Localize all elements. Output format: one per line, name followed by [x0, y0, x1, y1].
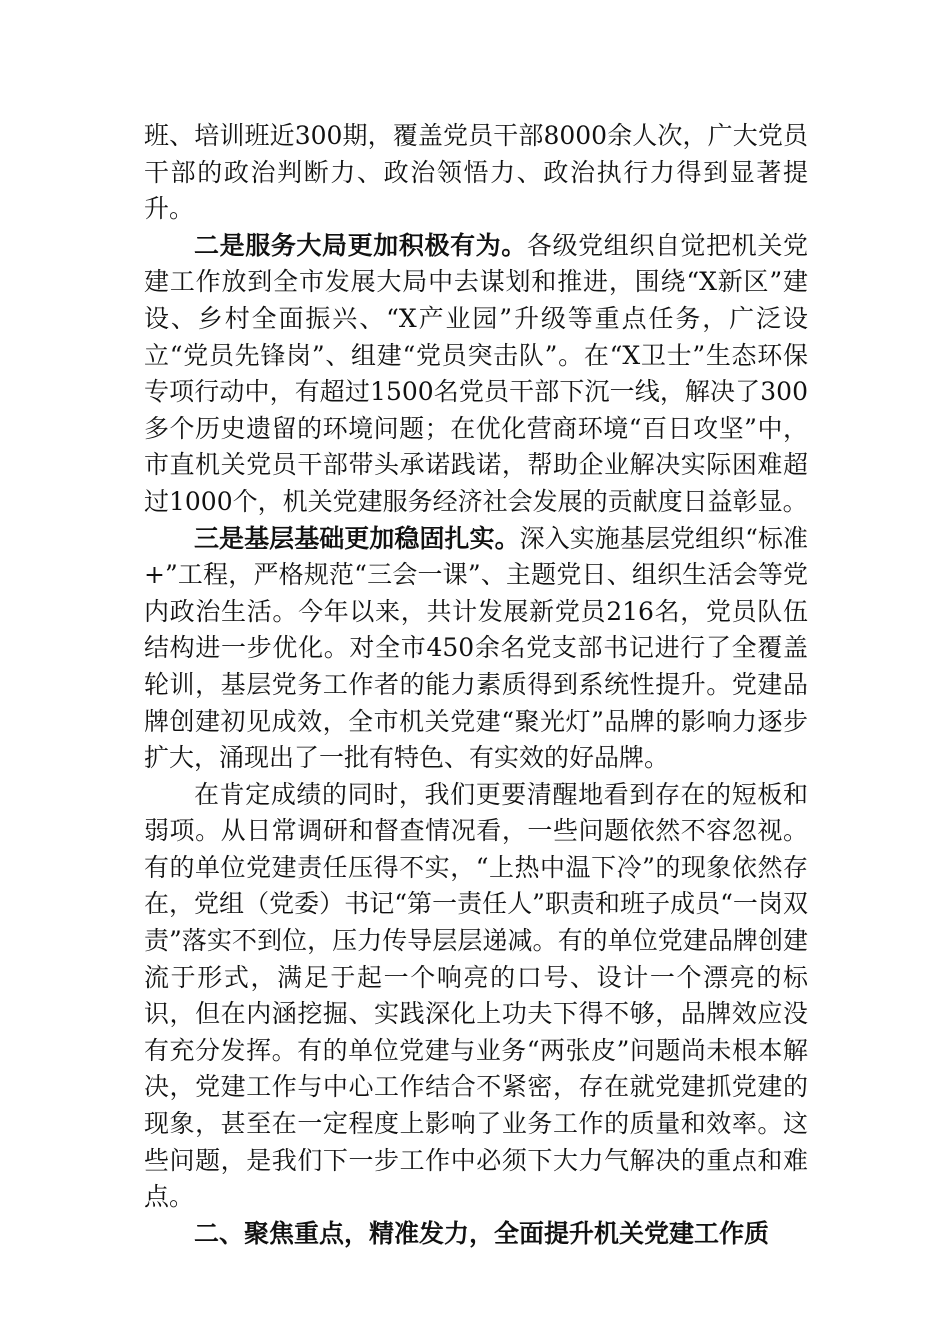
- paragraph-text: 深入实施基层党组织“标准+”工程，严格规范“三会一课”、主题党日、组织生活会等党内政治生活。今年以来，共计发展新党员216名，党员队伍结构进一步优化。对全市450余名党支部书记进行了全覆盖轮训，基层党务工作者的能力素质得到系统性提升。党建品牌创建初见成效，全市机关党建“聚光灯”品牌的影响力逐步扩大，涌现出了一批有特色、有实效的好品牌。: [144, 523, 808, 773]
- document-page: [144, 118, 808, 1252]
- paragraph-text: 在肯定成绩的同时，我们更要清醒地看到存在的短板和弱项。从日常调研和督查情况看，一些问题依然不容忽视。有的单位党建责任压得不实，“上热中温下冷”的现象依然存在，党组（党委）书记“第一责任人”职责和班子成员“一岗双责”落实不到位，压力传导层层递减。有的单位党建品牌创建流于形式，满足于起一个响亮的口号、设计一个漂亮的标识，但在内涵挖掘、实践深化上功夫下得不够，品牌效应没有充分发挥。有的单位党建与业务“两张皮”问题尚未根本解决，党建工作与中心工作结合不紧密，存在就党建抓党建的现象，甚至在一定程度上影响了业务工作的质量和效率。这些问题，是我们下一步工作中必须下大力气解决的重点和难点。: [144, 779, 808, 1212]
- paragraph-training-summary: [144, 118, 808, 228]
- paragraph-shortcomings: [144, 777, 808, 1216]
- paragraph-text: 各级党组织自觉把机关党建工作放到全市发展大局中去谋划和推进，围绕“X新区”建设、乡村全面振兴、“X产业园”升级等重点任务，广泛设立“党员先锋岗”、组建“党员突击队”。在“X卫士”生态环保专项行动中，有超过1500名党员干部下沉一线，解决了300多个历史遗留的环境问题；在优化营商环境“百日攻坚”中，市直机关党员干部带头承诺践诺，帮助企业解决实际困难超过1000个，机关党建服务经济社会发展的贡献度日益彰显。: [144, 230, 808, 516]
- section-heading: 二、聚焦重点，精准发力，全面提升机关党建工作质: [194, 1218, 770, 1248]
- paragraph-serve-overall: [144, 228, 808, 521]
- paragraph-lead: 三是基层基础更加稳固扎实。: [194, 523, 520, 553]
- paragraph-text: 班、培训班近300期，覆盖党员干部8000余人次，广大党员干部的政治判断力、政治领悟力、政治执行力得到显著提升。: [144, 121, 808, 224]
- paragraph-lead: 二是服务大局更加积极有为。: [194, 230, 527, 260]
- paragraph-grassroots: [144, 521, 808, 777]
